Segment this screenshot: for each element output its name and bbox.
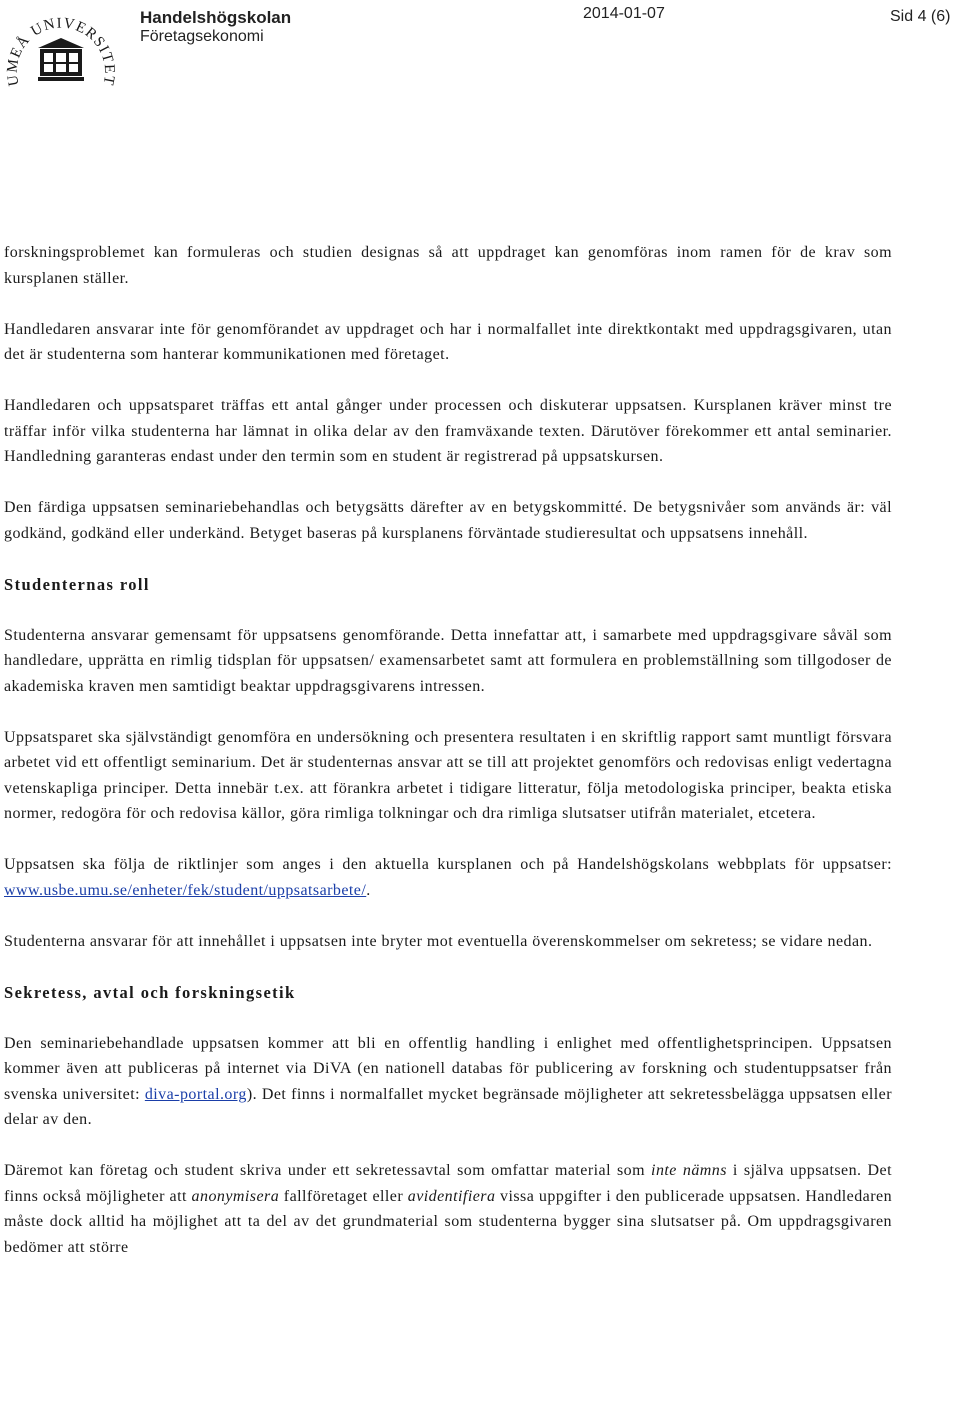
paragraph-students-responsibility: Studenterna ansvarar gemensamt för uppsatsens genomförande. Detta innefattar att, i samarbete med uppdragsgivare såväl som handledare, upprätta en rimlig tidsplan för uppsatsen/ examensarbetet samt att formulera en problemställning som tillgodoser de akademiska kraven men samtidigt beaktar uppdragsgivarens intressen. <box>4 626 892 695</box>
emphasis-avidentifiera: avidentifiera <box>407 1187 496 1205</box>
secrecy-text-c: fallföretaget eller <box>279 1187 408 1205</box>
guidelines-end: . <box>366 881 371 899</box>
paragraph-secrecy-agreement <box>4 1158 892 1260</box>
page-number: Sid 4 (6) <box>890 8 951 25</box>
guidelines-text: Uppsatsen ska följa de riktlinjer som anges i den aktuella kursplanen och på Handelshögskolans webbplats för uppsatser: <box>4 856 892 873</box>
emphasis-inte-namns: inte nämns <box>651 1162 727 1179</box>
public-document-text: Den seminariebehandlade uppsatsen kommer att bli en offentlig handling i enlighet med offentlighetsprincipen. Uppsatsen kommer även att publiceras på internet via DiVA (en nationell databas för publicering av forskning och studentuppsatser från svenska universitet: <box>4 1034 892 1103</box>
heading-students-role: Studenternas roll <box>4 574 150 594</box>
paragraph-independent-work: Uppsatsparet ska självständigt genomföra en undersökning och presentera resultaten i en skriftlig rapport samt muntligt försvara arbetet vid ett offentligt seminarium. Det är studenternas ansvar att se till att projektet genomförs och redovisas enligt vedertagna vetenskapliga principer. Detta innebär t.ex. att förankra arbetet i tidigare litteratur, följa metodologiska principer, beakta etiska normer, redogöra för och redovisa källor, göra rimliga tolkningar och dra rimliga slutsatser utifrån materialet, etcetera. <box>4 728 892 822</box>
logo-text: UMEÅ UNIVERSITET <box>4 15 118 88</box>
university-logo <box>0 0 122 122</box>
guidelines-link[interactable]: www.usbe.umu.se/enheter/fek/student/uppsatsarbete/ <box>4 881 367 899</box>
paragraph-grading: Den färdiga uppsatsen seminariebehandlas och betygsätts därefter av en betygskommitté. De betygsnivåer som används är: väl godkänd, godkänd eller underkänd. Betyget baseras på kursplanens förväntade studieresultat och uppsatsens innehåll. <box>4 499 892 542</box>
document-body <box>4 240 892 1286</box>
secrecy-text-d: vissa uppgifter i den publicerade uppsatsen. Handledaren måste dock alltid ha möjlighet att ta del av det grundmaterial som studenterna bygger sina slutsatser på. Om uppdragsgivaren bedömer att större <box>4 1187 893 1256</box>
header-department: Företagsekonomi <box>140 28 264 45</box>
crown-emblem <box>38 38 84 81</box>
secrecy-text-b: i själva uppsatsen. Det finns också möjligheter att <box>4 1162 892 1205</box>
header-date: 2014-01-07 <box>583 5 665 22</box>
paragraph-confidentiality-note: Studenterna ansvarar för att innehållet i uppsatsen inte bryter mot eventuella överenskommelser om sekretess; se vidare nedan. <box>4 932 873 950</box>
header-organization: Handelshögskolan <box>140 8 292 27</box>
paragraph-supervisor-responsibility: Handledaren ansvarar inte för genomförandet av uppdraget och har i normalfallet inte direktkontakt med uppdragsgivaren, utan det är studenterna som hanterar kommunikationen med företaget. <box>4 320 892 363</box>
secrecy-text-a: Däremot kan företag och student skriva under ett sekretessavtal som omfattar material som <box>4 1162 652 1179</box>
emphasis-anonymisera: anonymisera <box>191 1187 280 1205</box>
paragraph-scope: forskningsproblemet kan formuleras och studien designas så att uppdraget kan genomföras inom ramen för de krav som kursplanen ställer. <box>4 244 892 287</box>
heading-secrecy: Sekretess, avtal och forskningsetik <box>4 982 296 1002</box>
diva-link[interactable]: diva-portal.org <box>144 1085 247 1103</box>
paragraph-public-document <box>4 1031 892 1133</box>
paragraph-meetings: Handledaren och uppsatsparet träffas ett antal gånger under processen och diskuterar uppsatsen. Kursplanen kräver minst tre träffar inför vilka studenterna har lämnat in olika delar av den framväxande texten. Därutöver förekommer ett antal seminarier. Handledning garanteras endast under den termin som en student är registrerad på uppsatskursen. <box>4 397 892 465</box>
public-document-end: ). Det finns i normalfallet mycket begränsade möjligheter att sekretessbelägga uppsatsen eller delar av den. <box>4 1085 893 1128</box>
paragraph-guidelines <box>4 852 892 903</box>
